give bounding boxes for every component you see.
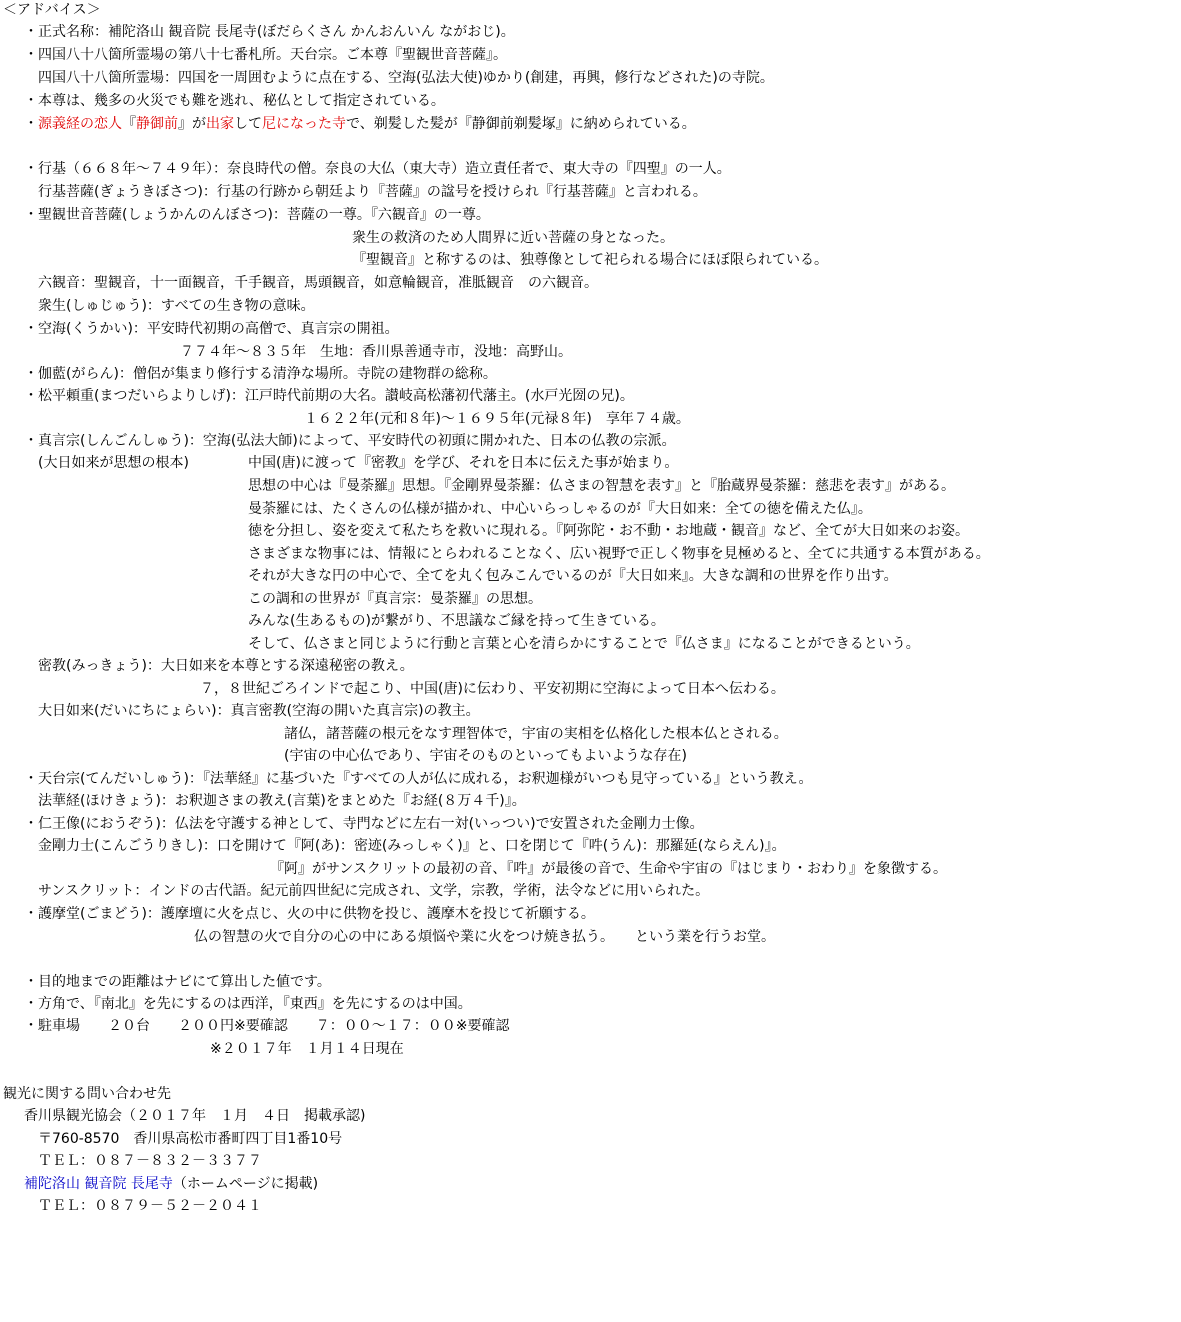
gomado-line: ・護摩堂(ごまどう)：護摩壇に火を点じ、火の中に供物を投じ、護摩木を投じて祈願する。 bbox=[24, 906, 595, 922]
pilgrimage-definition-line: 四国八十八箇所霊場：四国を一周囲むように点在する、空海(弘法大使)ゆかり(創建，再興，修行などされた)の寺院。 bbox=[38, 70, 774, 86]
shingon-desc-6: それが大きな円の中心で、全てを丸く包みこんでいるのが『大日如来』。大きな調和の世界を作り出す。 bbox=[248, 568, 898, 584]
temple-name-link[interactable]: 補陀洛山 観音院 長尾寺 bbox=[24, 1176, 173, 1192]
a-un-line: 『阿』がサンスクリットの最初の音、『吽』が最後の音で、生命や宇宙の『はじまり・おわり』を象徴する。 bbox=[270, 861, 948, 877]
shingon-desc-2: 思想の中心は『曼荼羅』思想。『金剛界曼荼羅：仏さまの智慧を表す』と『胎蔵界曼荼羅：慈悲を表す』がある。 bbox=[248, 478, 955, 494]
mikkyo-line: 密教(みっきょう)：大日如来を本尊とする深遠秘密の教え。 bbox=[38, 658, 414, 674]
shingon-desc-4: 徳を分担し、姿を変えて私たちを救いに現れる。『阿弥陀・お不動・お地蔵・観音』など、全てが大日如来のお姿。 bbox=[248, 523, 969, 539]
gyoki-line: ・行基（６６８年～７４９年）：奈良時代の僧。奈良の大仏（東大寺）造立責任者で、東大寺の『四聖』の一人。 bbox=[24, 161, 731, 177]
sanskrit-line: サンスクリット：インドの古代語。紀元前四世紀に完成され、文学，宗教，学術，法令などに用いられた。 bbox=[38, 883, 710, 899]
tourism-association-name: 香川県観光協会（２０１７年 １月 ４日 掲載承認) bbox=[24, 1108, 366, 1124]
contact-heading: 観光に関する問い合わせ先 bbox=[3, 1086, 171, 1102]
distance-note-line: ・目的地までの距離はナビにて算出した値です。 bbox=[24, 974, 331, 990]
advice-header: ＜アドバイス＞ bbox=[3, 2, 101, 18]
tourism-association-address: 〒760-8570 香川県高松市番町四丁目1番10号 bbox=[38, 1131, 343, 1147]
shingon-root-label: (大日如来が思想の根本) bbox=[38, 455, 189, 471]
kongo-rikishi-line: 金剛力士(こんごうりきし)：口を開けて『阿(あ)：密迹(みっしゃく)』と、口を閉じて『吽(うん)：那羅延(ならえん)』。 bbox=[38, 838, 786, 854]
direction-note-line: ・方角で、『南北』を先にするのは西洋，『東西』を先にするのは中国。 bbox=[24, 996, 472, 1012]
temple-tel: ＴＥＬ：０８７９－５２－２０４１ bbox=[38, 1198, 262, 1214]
shingon-desc-3: 曼荼羅には、たくさんの仏様が描かれ、中心いらっしゃるのが『大日如来：全ての徳を備えた仏』。 bbox=[248, 501, 872, 517]
shizuka-bullet: ・ bbox=[24, 116, 38, 132]
shingon-desc-5: さまざまな物事には、情報にとらわれることなく、広い視野で正しく物事を見極めると、全てに共通する本質がある。 bbox=[248, 546, 990, 562]
niozo-line: ・仁王像(におうぞう)：仏法を守護する神として、寺門などに左右一対(いっつい)で安置された金剛力士像。 bbox=[24, 816, 704, 832]
shizuka-gozen-line bbox=[24, 114, 696, 134]
shingon-line: ・真言宗(しんごんしゅう)：空海(弘法大師)によって、平安時代の初頭に開かれた、日本の仏教の宗派。 bbox=[24, 433, 676, 449]
shingon-desc-8: みんな(生あるもの)が繋がり、不思議なご縁を持って生きている。 bbox=[248, 613, 665, 629]
kukai-line: ・空海(くうかい)：平安時代初期の高僧で、真言宗の開祖。 bbox=[24, 321, 399, 337]
ga-text: 』が bbox=[178, 116, 206, 132]
quote-open: 『 bbox=[122, 116, 136, 132]
dainichi-desc-2: (宇宙の中心仏であり、宇宙そのものといってもよいような存在) bbox=[284, 748, 687, 764]
yoshitsune-lover-text: 源義経の恋人 bbox=[38, 116, 122, 132]
shite-text: して bbox=[234, 116, 262, 132]
shingon-desc-9: そして、仏さまと同じように行動と言葉と心を清らかにすることで『仏さま』になることができるという。 bbox=[248, 636, 920, 652]
honzon-line: ・本尊は、幾多の火災でも難を逃れ、秘仏として指定されている。 bbox=[24, 93, 445, 109]
shingon-desc-1: 中国(唐)に渡って『密教』を学び、それを日本に伝えた事が始まり。 bbox=[248, 455, 679, 471]
shukke-text: 出家 bbox=[206, 116, 234, 132]
shingon-desc-7: この調和の世界が『真言宗：曼荼羅』の思想。 bbox=[248, 591, 542, 607]
teihatsu-text: で、剃髪した髪が『静御前剃髪塚』に納められている。 bbox=[346, 116, 696, 132]
official-name-line: ・正式名称：補陀洛山 観音院 長尾寺(ぼだらくさん かんおんいん ながおじ)。 bbox=[24, 24, 515, 40]
dainichi-desc-1: 諸仏，諸菩薩の根元をなす理智体で，宇宙の実相を仏格化した根本仏とされる。 bbox=[284, 726, 788, 742]
sho-kannon-line: ・聖観世音菩薩(しょうかんのんぼさつ)：菩薩の一尊。『六観音』の一尊。 bbox=[24, 207, 490, 223]
dainichi-line: 大日如来(だいにちにょらい)：真言密教(空海の開いた真言宗)の教主。 bbox=[38, 703, 480, 719]
temple-homepage-note: （ホームページに掲載) bbox=[172, 1176, 319, 1192]
temple-contact-line bbox=[24, 1174, 318, 1194]
as-of-date-line: ※２０１７年 １月１４日現在 bbox=[210, 1041, 404, 1057]
tourism-association-tel: ＴＥＬ：０８７－８３２－３３７７ bbox=[38, 1153, 262, 1169]
hokekyo-line: 法華経(ほけきょう)：お釈迦さまの教え(言葉)をまとめた『お経(８万４千)』。 bbox=[38, 793, 526, 809]
matsudaira-line: ・松平頼重(まつだいらよりしげ)：江戸時代前期の大名。讃岐高松藩初代藩主。(水戸光圀の兄)。 bbox=[24, 388, 634, 404]
ama-temple-text: 尼になった寺 bbox=[262, 116, 346, 132]
garan-line: ・伽藍(がらん)：僧侶が集まり修行する清浄な場所。寺院の建物群の総称。 bbox=[24, 366, 497, 382]
mikkyo-history-line: ７，８世紀ごろインドで起こり、中国(唐)に伝わり、平安初期に空海によって日本へ伝わる。 bbox=[200, 681, 785, 697]
parking-line: ・駐車場 ２０台 ２００円※要確認 ７：００～１７：００※要確認 bbox=[24, 1018, 510, 1034]
sho-kannon-desc-1: 衆生の救済のため人間界に近い菩薩の身となった。 bbox=[352, 230, 674, 246]
pilgrimage-number-line: ・四国八十八箇所霊場の第八十七番札所。天台宗。ご本尊『聖観世音菩薩』。 bbox=[24, 47, 507, 63]
gomado-desc-line: 仏の智慧の火で自分の心の中にある煩悩や業に火をつけ焼き払う。 という業を行うお堂。 bbox=[194, 929, 775, 945]
shujo-line: 衆生(しゅじゅう)：すべての生き物の意味。 bbox=[38, 298, 315, 314]
gyoki-bosatsu-line: 行基菩薩(ぎょうきぼさつ)：行基の行跡から朝廷より『菩薩』の諡号を授けられ『行基菩薩』と言われる。 bbox=[38, 184, 707, 200]
sho-kannon-desc-2: 『聖観音』と称するのは、独尊像として祀られる場合にほぼ限られている。 bbox=[352, 252, 828, 268]
kukai-dates-line: ７７４年～８３５年 生地：香川県善通寺市，没地：高野山。 bbox=[180, 344, 572, 360]
tendai-line: ・天台宗(てんだいしゅう)：『法華経』に基づいた『すべての人が仏に成れる，お釈迦様がいつも見守っている』という教え。 bbox=[24, 771, 813, 787]
roku-kannon-line: 六観音：聖観音，十一面観音，千手観音，馬頭観音，如意輪観音，准胝観音 の六観音。 bbox=[38, 275, 598, 291]
shizuka-gozen-text: 静御前 bbox=[136, 116, 178, 132]
matsudaira-dates-line: １６２２年(元和８年)～１６９５年(元禄８年) 享年７４歳。 bbox=[304, 411, 690, 427]
